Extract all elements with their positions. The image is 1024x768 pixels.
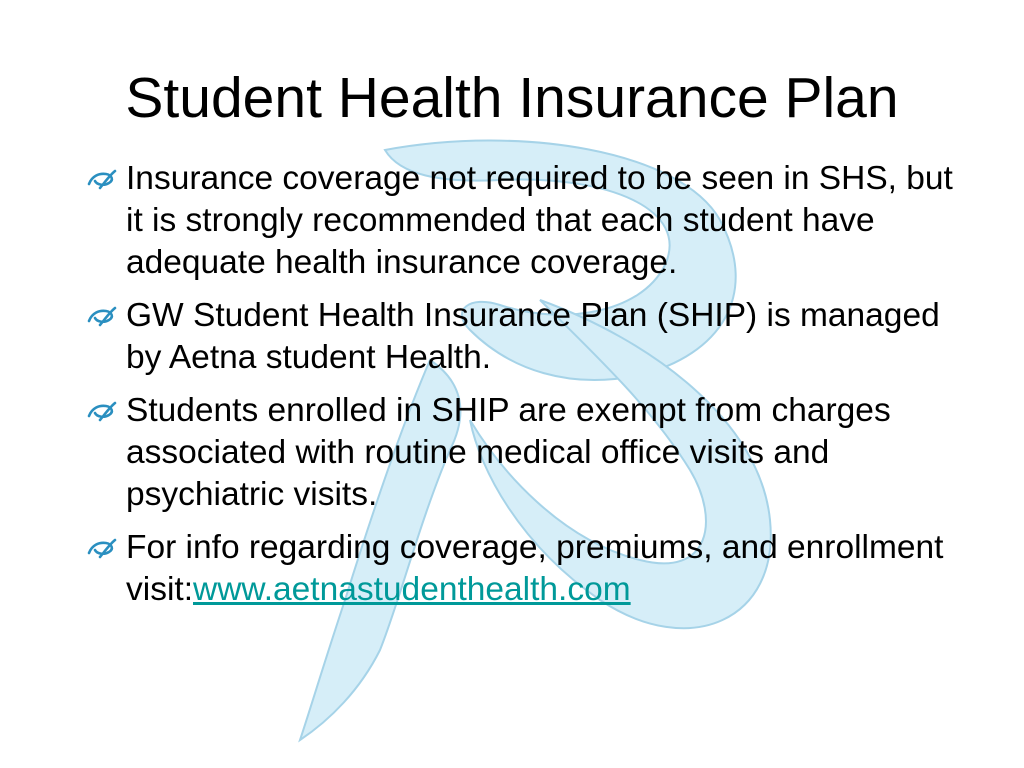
bullet-item (86, 390, 966, 516)
bullet-text-prefix: For info regarding coverage, premiums, and enrollment visit: (126, 529, 944, 608)
swirl-bullet-icon (86, 537, 118, 561)
swirl-bullet-icon (86, 168, 118, 192)
bullet-item (86, 295, 966, 379)
bullet-text (126, 527, 966, 611)
bullet-item (86, 527, 966, 611)
bullet-text: Students enrolled in SHIP are exempt from charges associated with routine medical office visits and psychiatric visits. (126, 392, 891, 513)
bullet-text: GW Student Health Insurance Plan (SHIP) is managed by Aetna student Health. (126, 297, 940, 376)
slide-title: Student Health Insurance Plan (125, 66, 899, 130)
bullet-text: Insurance coverage not required to be seen in SHS, but it is strongly recommended that each student have adequate health insurance coverage. (126, 160, 953, 281)
aetna-website-link[interactable]: www.aetnastudenthealth.com (193, 571, 631, 608)
swirl-bullet-icon (86, 400, 118, 424)
swirl-bullet-icon (86, 305, 118, 329)
bullet-item (86, 158, 966, 284)
bullet-list (86, 158, 966, 622)
